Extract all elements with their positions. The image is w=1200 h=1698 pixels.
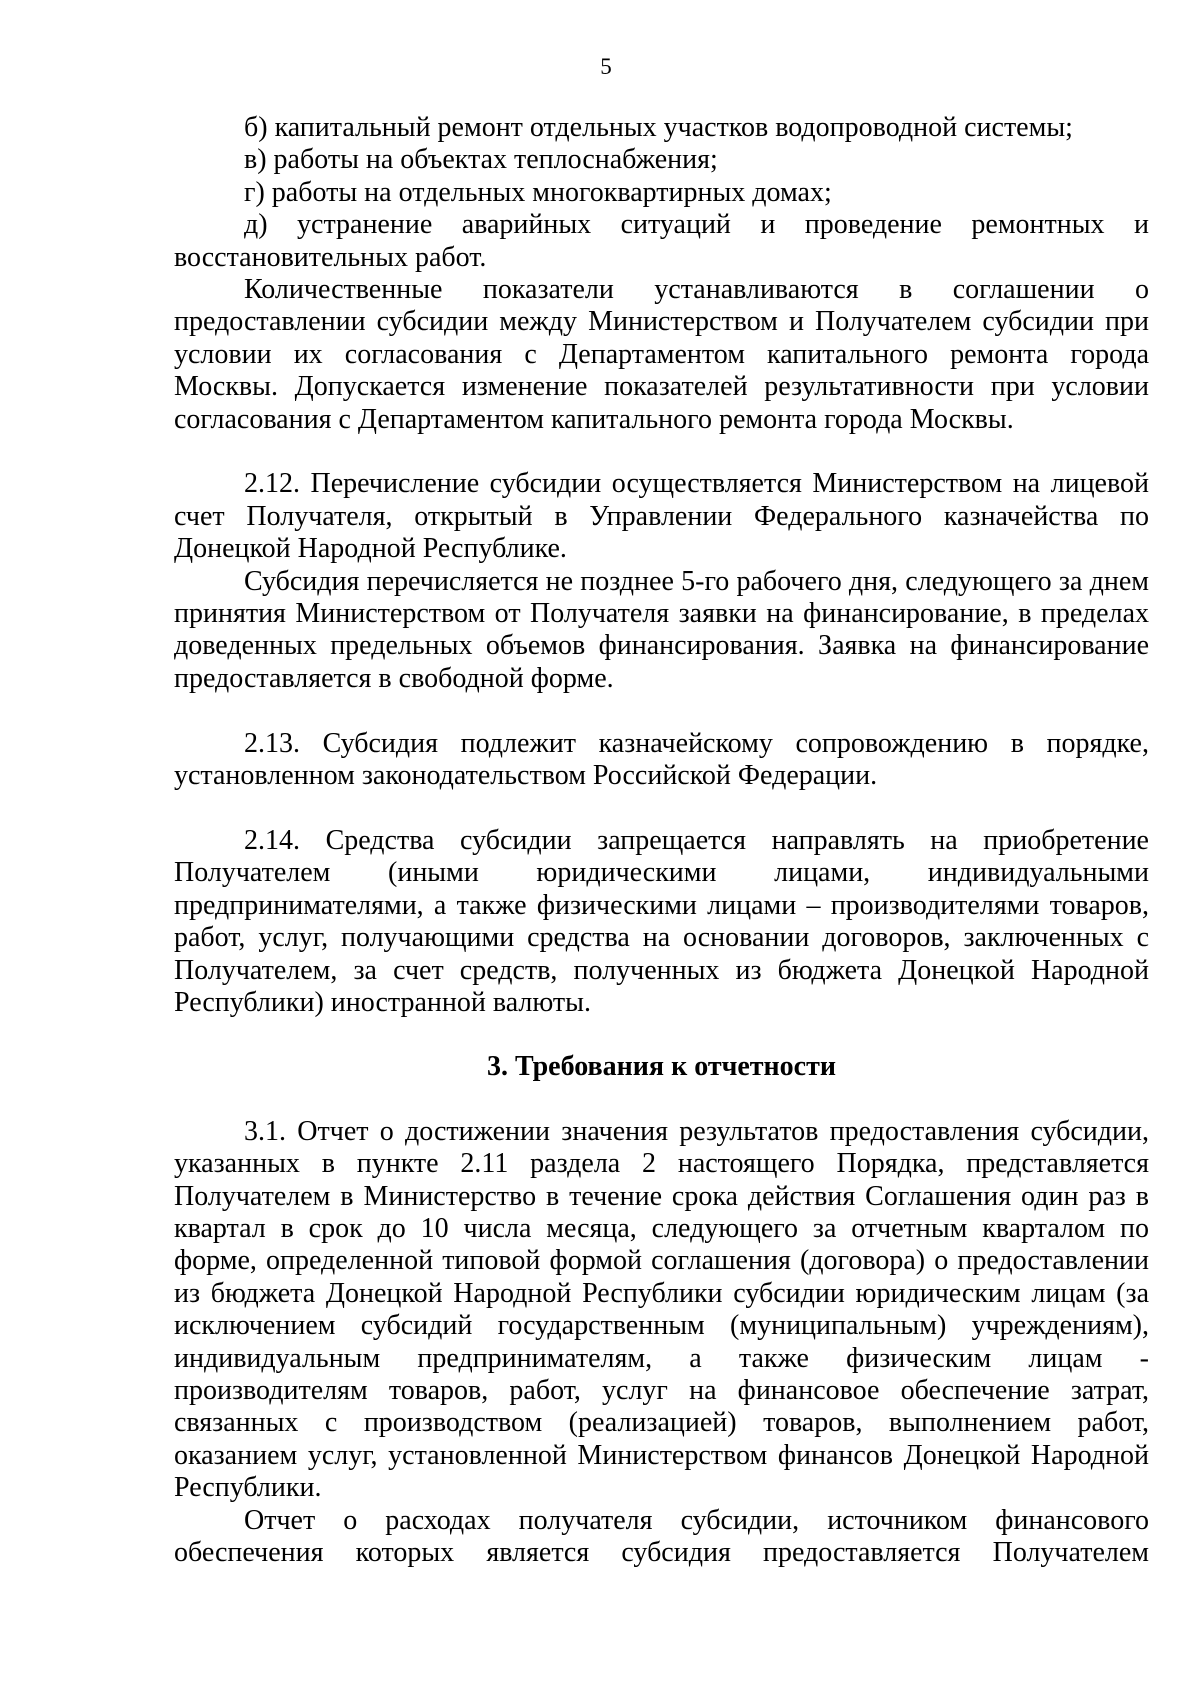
- paragraph-2-14: 2.14. Средства субсидии запрещается направлять на приобретение Получателем (иными юридическими лицами, индивидуальными предпринимателями, а также физическими лицами – производителями товаров, работ, услуг, получающими средства на основании договоров, заключенных с Получателем, за счет средств, полученных из бюджета Донецкой Народной Республики) иностранной валюты.: [174, 824, 1149, 1018]
- paragraph-2-13: 2.13. Субсидия подлежит казначейскому сопровождению в порядке, установленном законодательством Российской Федерации.: [174, 727, 1149, 792]
- paragraph-2-12: 2.12. Перечисление субсидии осуществляется Министерством на лицевой счет Получателя, открытый в Управлении Федерального казначейства по Донецкой Народной Республике.: [174, 468, 1149, 565]
- list-item-v: в) работы на объектах теплоснабжения;: [244, 144, 718, 176]
- paragraph-2-12-transfer-terms: Субсидия перечисляется не позднее 5-го рабочего дня, следующего за днем принятия Министерством от Получателя заявки на финансирование, в пределах доведенных предельных объемов финансирования. Заявка на финансирование предоставляется в свободной форме.: [174, 565, 1149, 694]
- paragraph-quantitative-indicators: Количественные показатели устанавливаются в соглашении о предоставлении субсидии между Министерством и Получателем субсидии при условии их согласования с Департаментом капитального ремонта города Москвы. Допускается изменение показателей результативности при условии согласования с Департаментом капитального ремонта города Москвы.: [174, 274, 1149, 435]
- list-item-g: г) работы на отдельных многоквартирных домах;: [244, 176, 832, 208]
- list-item-d: д) устранение аварийных ситуаций и проведение ремонтных и восстановительных работ.: [174, 209, 1149, 273]
- document-body: [174, 112, 1149, 1569]
- section-3-heading: 3. Требования к отчетности: [486, 1051, 836, 1083]
- list-item-b: б) капитальный ремонт отдельных участков водопроводной системы;: [244, 112, 1073, 143]
- paragraph-3-1-expense-report: Отчет о расходах получателя субсидии, источником финансового обеспечения которых является субсидия предоставляется Получателем: [174, 1504, 1149, 1569]
- paragraph-3-1: 3.1. Отчет о достижении значения результатов предоставления субсидии, указанных в пункте 2.11 раздела 2 настоящего Порядка, представляется Получателем в Министерство в течение срока действия Соглашения один раз в квартал в срок до 10 числа месяца, следующего за отчетным кварталом по форме, определенной типовой формой соглашения (договора) о предоставлении из бюджета Донецкой Народной Республики субсидии юридическим лицам (за исключением субсидий государственным (муниципальным) учреждениям), индивидуальным предпринимателям, а также физическим лицам - производителям товаров, работ, услуг на финансовое обеспечение затрат, связанных с производством (реализацией) товаров, выполнением работ, оказанием услуг, установленной Министерством финансов Донецкой Народной Республики.: [174, 1115, 1149, 1504]
- page-number: 5: [600, 54, 612, 79]
